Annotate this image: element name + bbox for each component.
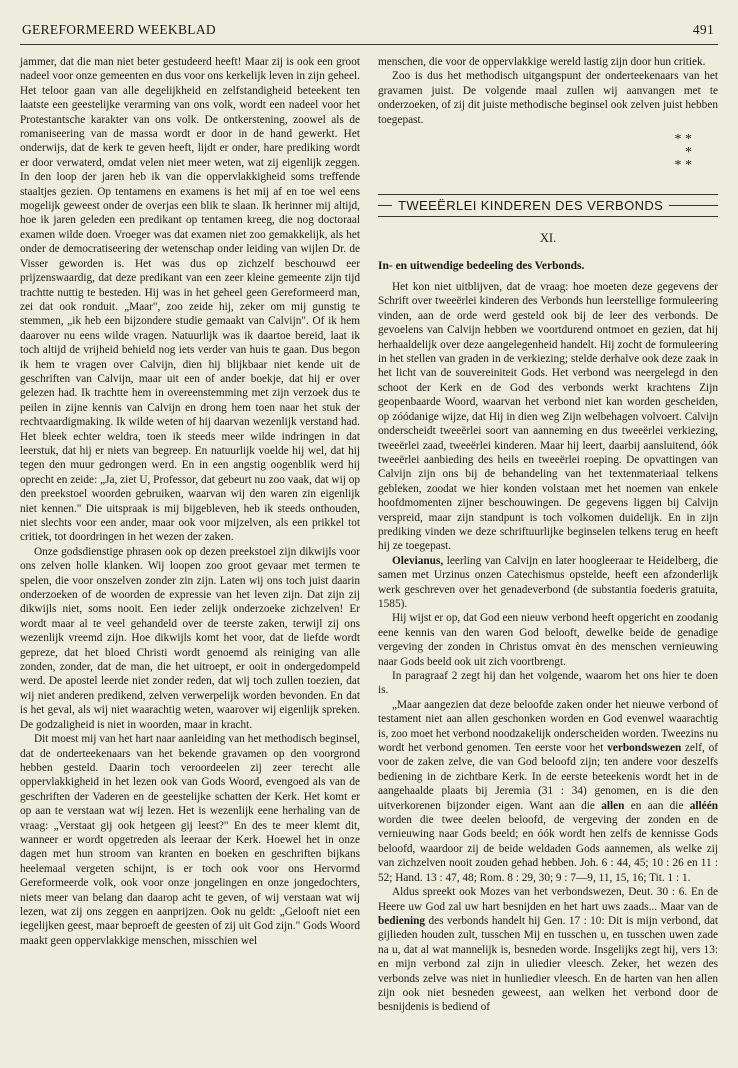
bold-name: Olevianus, — [392, 554, 444, 567]
ornament-line: * * — [674, 158, 692, 174]
paragraph-text: leerling van Calvijn en later hoogleeraar te Heidelberg, die samen met Urzinus onzen Catechismus opstelde, heeft een afzonderlijk werk geschreven over het genadeverbond (de substantia foederis gratuita, 1585). — [378, 554, 718, 610]
bold-term: alléén — [689, 799, 718, 812]
paragraph: Zoo is dus het methodisch uitgangspunt der onderteekenaars van het gravamen juist. De volgende maal zullen wij aanvangen met te onderzoeken, of zij dit juiste methodische beginsel ook zelven juist hebben toegepast. — [378, 70, 718, 126]
bold-term: verbondswezen — [607, 742, 682, 755]
paragraph: Het kon niet uitblijven, dat de vraag: hoe moeten deze gegevens der Schrift over tweeërlei kinderen des Verbonds hun leerstellige formuleering vinden, aan de orde werd gesteld ook bij de leer des verbonds. De gevoelens van Calvijn hebben we voortdurend ontmoet en gezien, dat hij herhaaldelijk over deze aangelegenheid handelt. Hij zocht de formuleering in het stellen van graden in de verkiezing; stelde derhalve ook deze zaak in het licht van de souvereiniteit Gods. Het verbond was neergelegd in den schoot der Kerk en de God des verbonds werkt krachtens Zijn geopenbaarde Woord, waarvan het verbond niet kan worden gescheiden, op zóódanige wijze, dat Hij in dien weg Zijn welbehagen volvoert. Calvijn onderscheidt tweeërlei soort van aanneming en dus tweeërlei verkiezing, tweeërlei zaad, tweeërlei kinderen. Maar hij leert, daarbij aansluitend, óók tweeërlei aanbieding des heils en tweeërlei roeping. De opvattingen van Calvijn zijn ons bij de behandeling van het textenmateriaal telkens gebleken, zoodat we hier konden volstaan met het noemen van enkele hoofdmomenten zijner beschouwingen. De gegevens liggen bij Calvijn verspreid, maar zijn standpunt is toch volkomen duidelijk. En in zijn prediking vinden we deze schriftuurlijke beginselen telkens terug en heeft hij ze toegepast. — [378, 281, 718, 553]
two-column-body — [20, 55, 718, 1015]
paragraph-text: des verbonds handelt hij Gen. 17 : 10: Dit is mijn verbond, dat gijlieden houden zult, tusschen Mij en tusschen u, en tusschen uwen zade na u, dat al wat mannelijk is, besneden worde. Insgelijks zegt hij, vers 13: en mijn verbond zal zijn in uliedier vleesch. Zeker, het wezen des verbonds zelve was niet in hunliedier vleesch. En de harten van hen allen zijn ook niet besneden geweest, aan welken het verbond door de besnijdenis is bediend of — [378, 914, 718, 1014]
paragraph: Onze godsdienstige phrasen ook op dezen preekstoel zijn dikwijls voor ons zelven holle klanken. Wij loopen zoo groot gevaar met termen te spelen, die voor onszelven zonder zin zijn. Laten wij ons toch juist daarin onderzoeken of de woorden de expressie van het leven zijn. Dat zijn zij dikwijls niet, soms nooit. Een ieder zelijk onderzoeke zichzelven! Er wordt maar al te veel gehandeld over de teerste zaken, terwijl zij ons wezenlijk vreemd zijn. Hoe dikwijls komt het voor, dat de liefde wordt gepreze, dat het bloed Christi wordt genoemd als reiniging van alle zonden, zonder, dat de man, die het uitroept, er ooit in ondergedompeld werd. De apostel leerde niet zonder reden, dat wij toch zullen toezien, dat wij niet anderen predikend, zelven verwerpelijk worden bevonden. En dat is het geval, als wij niet waarachtig weten, waarover wij eigenlijk spreken. De godzaligheid is niet in woorden, maar in kracht. — [20, 545, 360, 731]
right-column — [378, 55, 718, 1015]
quote-text: en aan die — [624, 799, 690, 812]
section-subtitle: In- en uitwendige bedeeling des Verbonds. — [378, 260, 585, 273]
page-number: 491 — [692, 22, 714, 37]
section-ornament — [378, 133, 718, 172]
quote-text: zelf, of voor de zaken zelve, die van God beloofd zijn; ten andere voor deszelfs bediening in de zichtbare Kerk. In de eerste beteekenis wordt het in de aangehaalde plaats bij Jeremia (31 : 34) genomen, en is die den uitverkorenen bijzonder eigen. Want aan die — [378, 742, 719, 812]
header-rule — [20, 44, 718, 45]
section-title: TWEEËRLEI KINDEREN DES VERBONDS — [398, 198, 664, 214]
chapter-number: XI. — [539, 231, 557, 246]
paragraph-text: Aldus spreekt ook Mozes van het verbondswezen, Deut. 30 : 6. En de Heere uw God zal uw hart besnijden en het hart uws zaads... Maar van de — [378, 886, 718, 913]
quotation — [378, 698, 718, 885]
section-title-row — [378, 198, 718, 213]
paragraph — [378, 885, 718, 1015]
paragraph — [378, 554, 718, 612]
paragraph: jammer, dat die man niet beter gestudeerd heeft! Maar zij is ook een groot nadeel voor onze gemeenten en dus voor ons kerkelijk leven in zijn geheel. Het teloor gaan van alle degelijkheid en zelfstandigheid beteekent ten laatste een geestelijke verarming van ons volk, wordt een nadeel voor het Protestantsche karakter van ons volk. De ontkerstening, zoowel als de romaniseering van de massa wordt er door in de hand gewerkt. Het onderwijs, dat de kerk te geven heeft, lijdt er onder, hare prediking wordt er door verwaterd, omdat velen niet meer weten, wat zij eigenlijk zeggen. In den loop der jaren heb ik van die oppervlakkigheid soms treffende staaltjes gezien. Op tentamens en examens is het mij af en toe wel eens mogelijk geweest onder de overjas een blik te slaan. Ik herinner mij altijd, hoe ik jaren geleden een predikant op tentamen kreeg, die nog doctoraal examen wilde doen. Vroeger was dat examen niet zoo gemakkelijk, als het onder de democratiseering der wetenschap onder leiding van wijlen Dr. de Visser geworden is. Het was dus op zichzelf beschouwd eer prijzenswaardig, dat deze predikant van een zeer kleine gemeente zijn tijd trachtte nuttig te besteden. Hij was in het geheel geen Gereformeerd man, zei dat ook ronduit. „Maar", zoo zeide hij, zeker om mij gunstig te stemmen, „ik heb een bijzondere studie gemaakt van Calvijn". Of ik hem daarover nu eens wilde vragen. Natuurlijk was ik daartoe bereid, laat ik toch altijd de vrijheid behield nog iets verder van huis te gaan. Dus begon ik hem te vragen over Calvijn, dien hij blijkbaar niet kende uit de geschriften van Calvijn, maar uit een of ander boekje, dat hij er over gelezen had. Ik trachtte hem in overeenstemming met zijn verzoek dus te peilen in zijne kennis van Calvijn en drong hem toen naar het stuk der rechtvaardigmaking. Ik wilde weten of hij daarvan wezenlijk verstand had. Het bleek echter weldra, toen ik steeds meer wilde indringen in dat leerstuk, dat hij er niets van begreep. En natuurlijk voelde hij wel, dat hij tegen den muur gedrongen werd. En in een angstig oogenblik werd hij oprecht en zeide: „Ja, ziet U, Professor, dat gebeurt nu zoo vaak, dat wij op den preekstoel woorden gebruiken, waarvan wij den waren zin eigenlijk niet kennen." Die uitspraak is mij bijgebleven, heb ik steeds onthouden, niet slechts voor een ander, maar ook voor mijzelven, als een prikkel tot critiek, tot doordringen in het wezen der zaken. — [20, 56, 360, 544]
running-head — [20, 22, 718, 38]
publication-title: GEREFORMEERD WEEKBLAD — [22, 22, 216, 37]
paragraph: Hij wijst er op, dat God een nieuw verbond heeft opgericht en zoodanig eene kennis van den waren God belooft, dewelke beide de genadige vergeving der zonden in Christus omvat èn des menschen vernieuwing naar Gods beeld ook uit zich voortbrengt. — [378, 612, 718, 668]
title-dash — [669, 205, 718, 206]
ornament-line: * * — [674, 132, 692, 148]
bold-term: allen — [601, 799, 625, 812]
quote-text: worden die twee deelen beloofd, de vergeving der zonden en de vernieuwing naar Gods beeld; en óók wordt hen zelfs de kennisse Gods beloofd, waardoor zij de beide weldaden Gods aannemen, als welke zij van zichzelven nooit zouden gehad hebben. Joh. 6 : 44, 45; 10 : 26 en 11 : 52; Hand. 13 : 47, 48; Rom. 8 : 29, 30; 9 : 7—9, 11, 15, 16; Tit. 1 : 1. — [378, 814, 718, 884]
heading-rule-top — [378, 194, 718, 195]
bold-term: bediening — [378, 914, 426, 927]
quote-text: „Maar aangezien dat deze beloofde zaken onder het nieuwe verbond of testament niet aan allen geschonken worden en God evenwel waarachtig is, zoo moet het verbond noodzakelijk onderscheiden worden. Tweezins nu wordt het verbond genomen. Ten eerste voor het — [378, 698, 718, 755]
paragraph: In paragraaf 2 zegt hij dan het volgende, waarom het ons hier te doen is. — [378, 670, 718, 697]
section-heading — [378, 194, 718, 217]
paragraph: Dit moest mij van het hart naar aanleiding van het methodisch beginsel, dat de onderteekenaars van het bekende gravamen op den voorgrond hebben gesteld. Daarin toch veroordeelen zij zeer terecht alle oppervlakkigheid in het lezen ook van Gods Woord, evengoed als van de geschriften der Vaderen en de geestelijke schatten der Kerk. Het komt er op aan te verstaan wat wij lezen. Het is wezenlijk eene herhaling van de vraag: „Verstaat gij ook hetgeen gij leest?" En des te meer klemt dit, wanneer er wordt opgetreden als leeraar der Kerk. Hoewel het in onze dagen met hun stroom van kranten en boeken en geschriften bijkans heelemaal vergeten schijnt, is er toch ook voor ons Hervormd Gereformeerde volk, ook voor onze jongelingen en onze jongedochters, niets meer van belang dan daarop acht te geven, of wij verstaan wat wij lezen, wat zij ons zeggen en aanprijzen. Ook nu geldt: „Gelooft niet een iegelijken geest, maar beproeft de geesten of zij uit God zijn." Gods Woord maakt geen oppervlakkige menschen, misschien wel — [20, 733, 360, 947]
title-dash — [378, 205, 392, 206]
ornament-line: * — [685, 145, 692, 161]
left-column — [20, 55, 360, 1015]
paragraph: menschen, die voor de oppervlakkige wereld lastig zijn door hun critiek. — [378, 56, 706, 68]
heading-rule-bottom — [378, 216, 718, 217]
